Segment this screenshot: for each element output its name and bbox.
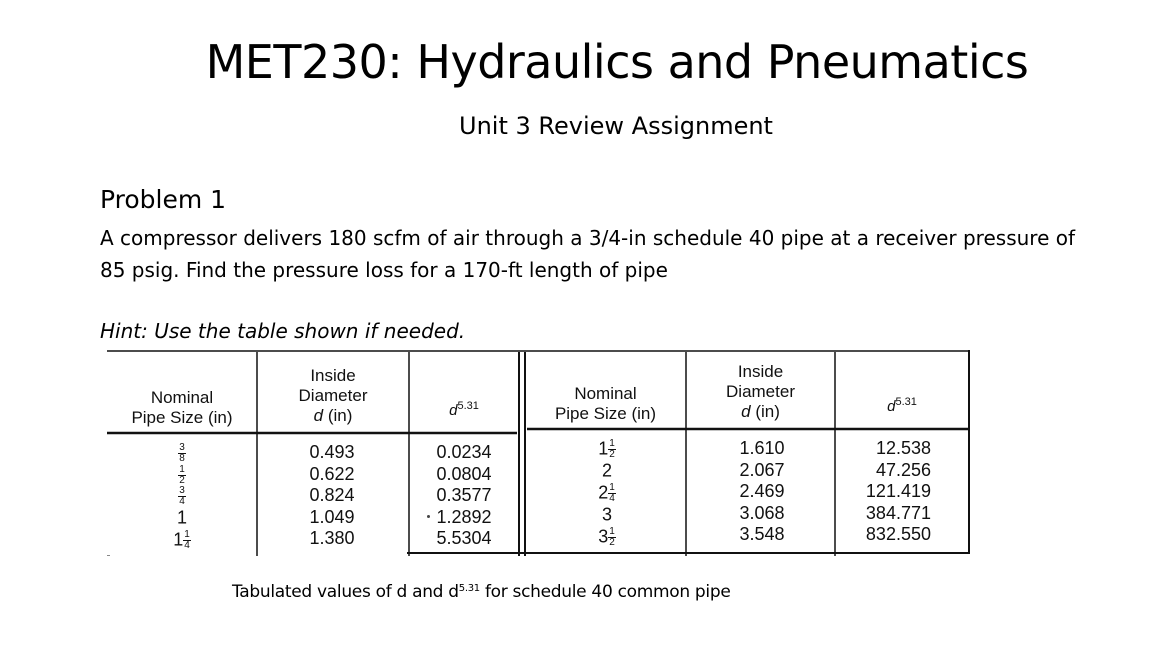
- diameter-cell: 1.610: [739, 438, 785, 458]
- right-diameters: [697, 438, 827, 546]
- problem-text: A compressor delivers 180 scfm of air through a 3/4-in schedule 40 pipe at a receiver pressure of 85 psig. Find the pressure loss for a 170-ft length of pipe: [100, 226, 1076, 282]
- table-caption: Tabulated values of d and $d^{5.31}$ for schedule 40 common pipe: [232, 582, 731, 602]
- nominal-size-cell: 3 $\frac{1}{2}$: [598, 525, 615, 548]
- diameter-cell: 0.493: [309, 442, 355, 462]
- diameter-cell: 1.049: [309, 506, 355, 527]
- d531-cell: 1.2892: [436, 506, 492, 527]
- nominal-size-cell: 3: [601, 504, 612, 525]
- right-d531-values: [847, 438, 931, 546]
- d531-cell: 0.3577: [436, 485, 492, 505]
- d531-cell: 384.771: [865, 502, 931, 523]
- pipe-table: [107, 350, 971, 556]
- table-rules: [107, 350, 971, 556]
- right-nominal-sizes: [567, 438, 647, 548]
- left-d531-values: [419, 442, 509, 550]
- nominal-size-cell: 2: [601, 460, 612, 481]
- problem-heading: Problem 1: [100, 185, 227, 214]
- left-nominal-sizes: [147, 442, 217, 551]
- nominal-size-cell: 1: [176, 507, 187, 528]
- page-title: MET230: Hydraulics and Pneumatics: [205, 35, 1029, 89]
- header-nominal-right: Nominal Pipe Size (in): [554, 384, 657, 423]
- diameter-cell: 3.548: [739, 524, 785, 544]
- scan-speck: [427, 515, 430, 518]
- nominal-size-cell: $\frac{1}{2}$: [179, 463, 185, 486]
- page-subtitle: Unit 3 Review Assignment: [459, 112, 773, 140]
- d531-cell: 0.0234: [436, 442, 492, 462]
- nominal-size-cell: 1 $\frac{1}{4}$: [173, 529, 190, 551]
- diameter-cell: 2.469: [739, 481, 785, 501]
- d531-cell: 5.5304: [436, 528, 492, 548]
- header-d531-left: $d^{5.31}$: [449, 400, 479, 419]
- header-inside-right: Inside Diameter d (in): [726, 362, 795, 421]
- nominal-size-cell: 2 $\frac{1}{4}$: [598, 481, 615, 504]
- nominal-size-cell: $\frac{3}{8}$: [179, 441, 185, 464]
- nominal-size-cell: 1 $\frac{1}{2}$: [598, 437, 615, 460]
- d531-cell: 47.256: [875, 459, 931, 480]
- header-nominal-left: Nominal Pipe Size (in): [131, 388, 233, 427]
- header-inside-left: Inside Diameter d (in): [298, 366, 368, 425]
- header-d531-right: $d^{5.31}$: [887, 396, 917, 415]
- left-diameters: [267, 442, 397, 550]
- nominal-size-cell: $\frac{3}{4}$: [179, 485, 185, 508]
- diameter-cell: 2.067: [739, 459, 785, 480]
- d531-cell: 121.419: [865, 481, 931, 501]
- d531-cell: 0.0804: [436, 463, 492, 484]
- d531-cell: 12.538: [875, 438, 931, 458]
- diameter-cell: 0.622: [309, 463, 355, 484]
- d531-cell: 832.550: [865, 524, 931, 544]
- diameter-cell: 3.068: [739, 502, 785, 523]
- diameter-cell: 1.380: [309, 528, 355, 548]
- hint-text: Hint: Use the table shown if needed.: [100, 319, 466, 343]
- diameter-cell: 0.824: [309, 485, 355, 505]
